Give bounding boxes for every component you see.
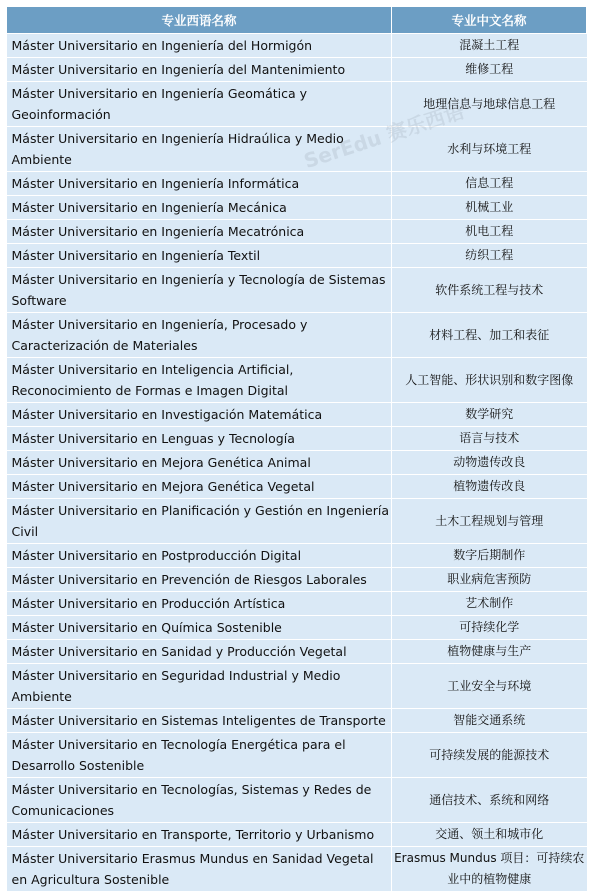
spanish-name-cell: Máster Universitario en Planificación y Gestión en Ingeniería Civil [7,499,392,544]
table-row [7,616,587,640]
spanish-name-cell: Máster Universitario en Química Sostenible [7,616,392,640]
table-row [7,127,587,172]
chinese-name-cell: 植物遗传改良 [392,475,587,499]
table-row [7,544,587,568]
table-header-row [7,7,587,34]
spanish-name-cell: Máster Universitario en Ingeniería Geomática y Geoinformación [7,82,392,127]
table-body [7,34,587,892]
chinese-name-cell: 机电工程 [392,220,587,244]
spanish-name-cell: Máster Universitario en Sistemas Inteligentes de Transporte [7,709,392,733]
table-row [7,313,587,358]
chinese-name-cell: 可持续化学 [392,616,587,640]
chinese-name-cell: 可持续发展的能源技术 [392,733,587,778]
spanish-name-cell: Máster Universitario en Transporte, Territorio y Urbanismo [7,823,392,847]
table-row [7,268,587,313]
header-chinese-name: 专业中文名称 [392,7,587,34]
table-row [7,220,587,244]
chinese-name-cell: 植物健康与生产 [392,640,587,664]
spanish-name-cell: Máster Universitario en Ingeniería Hidraúlica y Medio Ambiente [7,127,392,172]
table-row [7,427,587,451]
spanish-name-cell: Máster Universitario en Inteligencia Artificial, Reconocimiento de Formas e Imagen Digital [7,358,392,403]
chinese-name-cell: 智能交通系统 [392,709,587,733]
chinese-name-cell: 信息工程 [392,172,587,196]
chinese-name-cell: 地理信息与地球信息工程 [392,82,587,127]
table-row [7,640,587,664]
chinese-name-cell: 职业病危害预防 [392,568,587,592]
chinese-name-cell: 混凝土工程 [392,34,587,58]
table-row [7,475,587,499]
spanish-name-cell: Máster Universitario en Ingeniería Mecánica [7,196,392,220]
table-row [7,568,587,592]
chinese-name-cell: 语言与技术 [392,427,587,451]
table-row [7,733,587,778]
chinese-name-cell: 维修工程 [392,58,587,82]
chinese-name-cell: Erasmus Mundus 项目：可持续农业中的植物健康 [392,847,587,892]
spanish-name-cell: Máster Universitario Erasmus Mundus en Sanidad Vegetal en Agricultura Sostenible [7,847,392,892]
spanish-name-cell: Máster Universitario en Ingeniería y Tecnología de Sistemas Software [7,268,392,313]
spanish-name-cell: Máster Universitario en Mejora Genética Vegetal [7,475,392,499]
chinese-name-cell: 数字后期制作 [392,544,587,568]
table-row [7,823,587,847]
spanish-name-cell: Máster Universitario en Tecnología Energética para el Desarrollo Sostenible [7,733,392,778]
chinese-name-cell: 交通、领土和城市化 [392,823,587,847]
chinese-name-cell: 艺术制作 [392,592,587,616]
table-row [7,499,587,544]
table-row [7,196,587,220]
table-row [7,592,587,616]
chinese-name-cell: 通信技术、系统和网络 [392,778,587,823]
spanish-name-cell: Máster Universitario en Lenguas y Tecnología [7,427,392,451]
chinese-name-cell: 软件系统工程与技术 [392,268,587,313]
chinese-name-cell: 土木工程规划与管理 [392,499,587,544]
spanish-name-cell: Máster Universitario en Mejora Genética Animal [7,451,392,475]
table-row [7,358,587,403]
spanish-name-cell: Máster Universitario en Ingeniería del Hormigón [7,34,392,58]
table-row [7,403,587,427]
header-spanish-name: 专业西语名称 [7,7,392,34]
table-row [7,664,587,709]
table-row [7,709,587,733]
table-row [7,244,587,268]
spanish-name-cell: Máster Universitario en Prevención de Riesgos Laborales [7,568,392,592]
spanish-name-cell: Máster Universitario en Ingeniería Textil [7,244,392,268]
spanish-name-cell: Máster Universitario en Ingeniería Informática [7,172,392,196]
spanish-name-cell: Máster Universitario en Postproducción Digital [7,544,392,568]
spanish-name-cell: Máster Universitario en Sanidad y Producción Vegetal [7,640,392,664]
spanish-name-cell: Máster Universitario en Producción Artística [7,592,392,616]
spanish-name-cell: Máster Universitario en Ingeniería Mecatrónica [7,220,392,244]
chinese-name-cell: 机械工业 [392,196,587,220]
spanish-name-cell: Máster Universitario en Tecnologías, Sistemas y Redes de Comunicaciones [7,778,392,823]
spanish-name-cell: Máster Universitario en Investigación Matemática [7,403,392,427]
spanish-name-cell: Máster Universitario en Seguridad Industrial y Medio Ambiente [7,664,392,709]
spanish-name-cell: Máster Universitario en Ingeniería, Procesado y Caracterización de Materiales [7,313,392,358]
chinese-name-cell: 工业安全与环境 [392,664,587,709]
majors-table [6,6,587,892]
table-row [7,82,587,127]
table-row [7,847,587,892]
chinese-name-cell: 材料工程、加工和表征 [392,313,587,358]
chinese-name-cell: 数学研究 [392,403,587,427]
chinese-name-cell: 人工智能、形状识别和数字图像 [392,358,587,403]
table-row [7,172,587,196]
table-row [7,58,587,82]
table-row [7,34,587,58]
chinese-name-cell: 纺织工程 [392,244,587,268]
table-row [7,451,587,475]
spanish-name-cell: Máster Universitario en Ingeniería del Mantenimiento [7,58,392,82]
chinese-name-cell: 水利与环境工程 [392,127,587,172]
table-row [7,778,587,823]
chinese-name-cell: 动物遗传改良 [392,451,587,475]
